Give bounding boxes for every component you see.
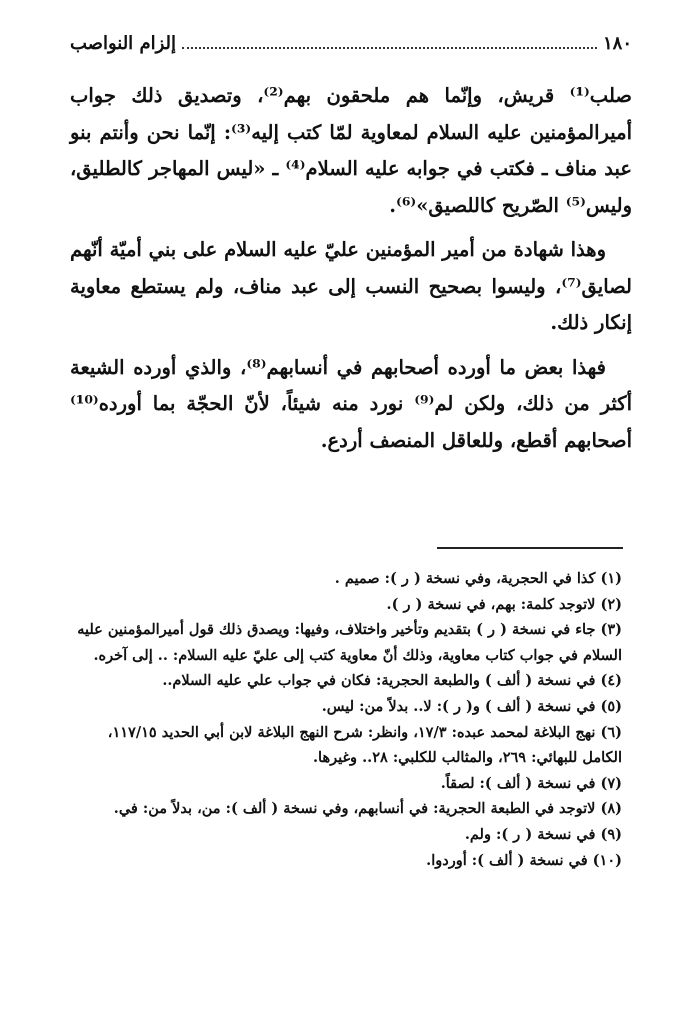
header-dotted-leader (182, 47, 597, 49)
running-header (70, 28, 632, 58)
footnote: (١٠) في نسخة ( ألف ): أوردوا. (426, 851, 622, 869)
footnote: (٤) في نسخة ( ألف ) والطبعة الحجرية: فكان في جواب علي عليه السلام.. (162, 672, 622, 690)
footnote: (٨) لاتوجد في الطبعة الحجرية: في أنسابهم، وفي نسخة ( ألف ): من، بدلاً من: في. (113, 800, 622, 818)
footnote: (٥) في نسخة ( ألف ) و( ر ): لا.. بدلاً من: ليس. (321, 697, 622, 715)
footnote: (٣) جاء في نسخة ( ر ) بتقديم وتأخير واختلاف، وفيها: ويصدق ذلك قول أميرالمؤمنين عليه السلام في جواب كتاب معاوية، وذلك أنّ معاوية كتب إلى عليّ عليه السلام: .. إلى آخره. (77, 621, 622, 664)
footnotes (70, 566, 622, 873)
main-text (70, 78, 632, 467)
body-paragraph: فهذا بعض ما أورده أصحابهم في أنسابهم⁽⁸⁾، والذي أورده الشيعة أكثر من ذلك، ولكن لم⁽⁹⁾ نورد منه شيئاً، لأنّ الحجّة بما أورده⁽¹⁰⁾ أصحابهم أقطع، وللعاقل المنصف أردع. (70, 355, 633, 452)
footnote: (١) كذا في الحجرية، وفي نسخة ( ر ): صميم . (334, 570, 622, 587)
footnote: (٢) لاتوجد كلمة: بهم، في نسخة ( ر ). (386, 595, 622, 613)
footnote: (٩) في نسخة ( ر ): ولم. (464, 825, 622, 843)
footnote-separator (437, 547, 623, 549)
body-paragraph: وهذا شهادة من أمير المؤمنين عليّ عليه السلام على بني أميّة أنّهم لصايق⁽⁷⁾، وليسوا بصحيح النسب إلى عبد مناف، ولم يستطع معاوية إنكار ذلك. (70, 238, 632, 334)
footnote: (٧) في نسخة ( ألف ): لصقاً. (440, 774, 622, 792)
book-title: إلزام النواصب (70, 32, 177, 54)
page-number: ١٨٠ (602, 32, 632, 54)
body-paragraph: صلب⁽¹⁾ قريش، وإنّما هم ملحقون بهم⁽²⁾، وتصديق ذلك جواب أميرالمؤمنين عليه السلام لمعاوية لمّا كتب إليه⁽³⁾: إنّما نحن وأنتم بنو عبد مناف ـ فكتب في جوابه عليه السلام⁽⁴⁾ ـ «ليس المهاجر كالطليق، وليس⁽⁵⁾ الصّريح كاللصيق»⁽⁶⁾. (70, 84, 632, 217)
footnote: (٦) نهج البلاغة لمحمد عبده: ١٧/٣، وانظر: شرح النهج البلاغة لابن أبي الحديد ١١٧/١٥، الكامل للبهائي: ٢٦٩، والمثالب للكلبي: ٢٨.. وغيرها. (107, 723, 622, 767)
